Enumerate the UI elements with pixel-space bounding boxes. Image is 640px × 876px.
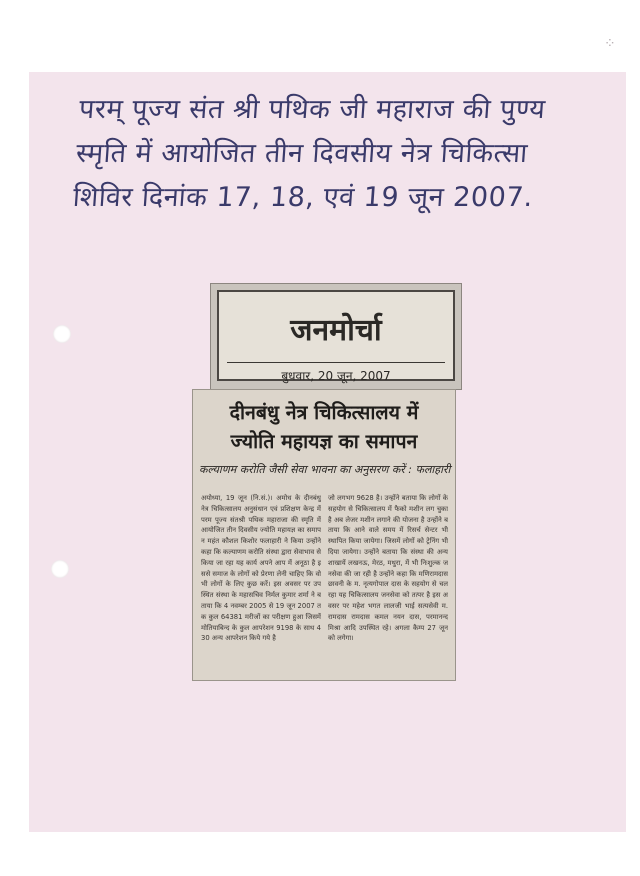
headline-line-1: दीनबंधु नेत्र चिकित्सालय में (229, 401, 419, 424)
masthead-divider (227, 362, 445, 363)
headline-line-2: ज्योति महायज्ञ का समापन (230, 430, 418, 453)
article-column-left: अयोध्या, 19 जून (नि.सं.)। अमोध के दीनबंधु नेत्र चिकित्सालय अनुसंधान एवं प्रशिक्षण केन्द्र में परम पूज्य संतश्री पथिक महाराजा की स्मृति में आयोजित तीन दिवसीय ज्योति महायज्ञ का समापन महंत कौशल किशोर फलाहारी ने किया उन्होंने कहा कि कल्याणम करोति संस्था द्वारा सेवाभाव से किया जा रहा यह कार्य अपने आप में अनूठा है इससे समाज के लोगों को प्रेरणा लेनी चाहिए कि वो भी लोगों के लिए कुछ करें। इस अवसर पर उपस्थित संस्था के महासचिव निर्मल कुमार शर्मा ने बताया कि 4 नवम्बर 2005 से 19 जून 2007 तक कुल 64381 मरीजों का परीक्षण हुआ जिसमें मोतियाबिन्द के कुल आपरेशन 9198 के साथ 430 अन्य आपरेशन किये गये है (201, 494, 321, 643)
news-article-clipping (192, 389, 456, 681)
newspaper-masthead (210, 283, 462, 390)
article-column-right: जो लगभग 9628 है। उन्होंने बताया कि लोगों के सहयोग से चिकित्सालय में फैको मशीन लग चुका है अब लेजर मशीन लगाने की योजना है उन्होंने बताया कि आने वाले समय में रिसर्च सेन्टर भी स्थापित किया जायेगा। जिसमें लोगों को ट्रेनिंग भी दिया जायेगा। उन्होंने बताया कि संस्था की अन्य शाखायें लखनऊ, मेरठ, मथुरा, में भी निःशुल्क जनसेवा की जा रही है उन्होंने कहा कि मणिरामदास छावनी के म. नृत्यगोपाल दास के सहयोग से चल रहा यह चिकित्सालय जनसेवा को तत्पर है इस अवसर पर महेश भगत लालजी भाई सत्यसेवी म. रामदास रामदास कमल नयन दास, परमानन्द मिश्रा आदि उपस्थित रहे। अगला कैम्प 27 जून को लगेगा। (328, 494, 448, 643)
newspaper-name: जनमोर्चा (290, 313, 382, 348)
punch-hole-bottom (51, 560, 69, 578)
masthead-frame (217, 290, 455, 381)
corner-mark: ⁘ (604, 36, 616, 52)
handwritten-caption (71, 88, 620, 220)
article-headline (199, 398, 449, 456)
handwritten-line: स्मृति में आयोजित तीन दिवसीय नेत्र चिकित्सा (74, 138, 529, 169)
handwritten-line: परम् पूज्य संत श्री पथिक जी महाराज की पुण्य (78, 94, 547, 125)
article-subheadline: कल्याणम करोति जैसी सेवा भावना का अनुसरण करें : फलाहारी (199, 463, 451, 476)
handwritten-line: शिविर दिनांक 17, 18, एवं 19 जून 2007. (71, 182, 535, 213)
newspaper-date: बुधवार, 20 जून, 2007 (281, 369, 391, 383)
punch-hole-top (53, 325, 71, 343)
article-body (201, 493, 449, 676)
